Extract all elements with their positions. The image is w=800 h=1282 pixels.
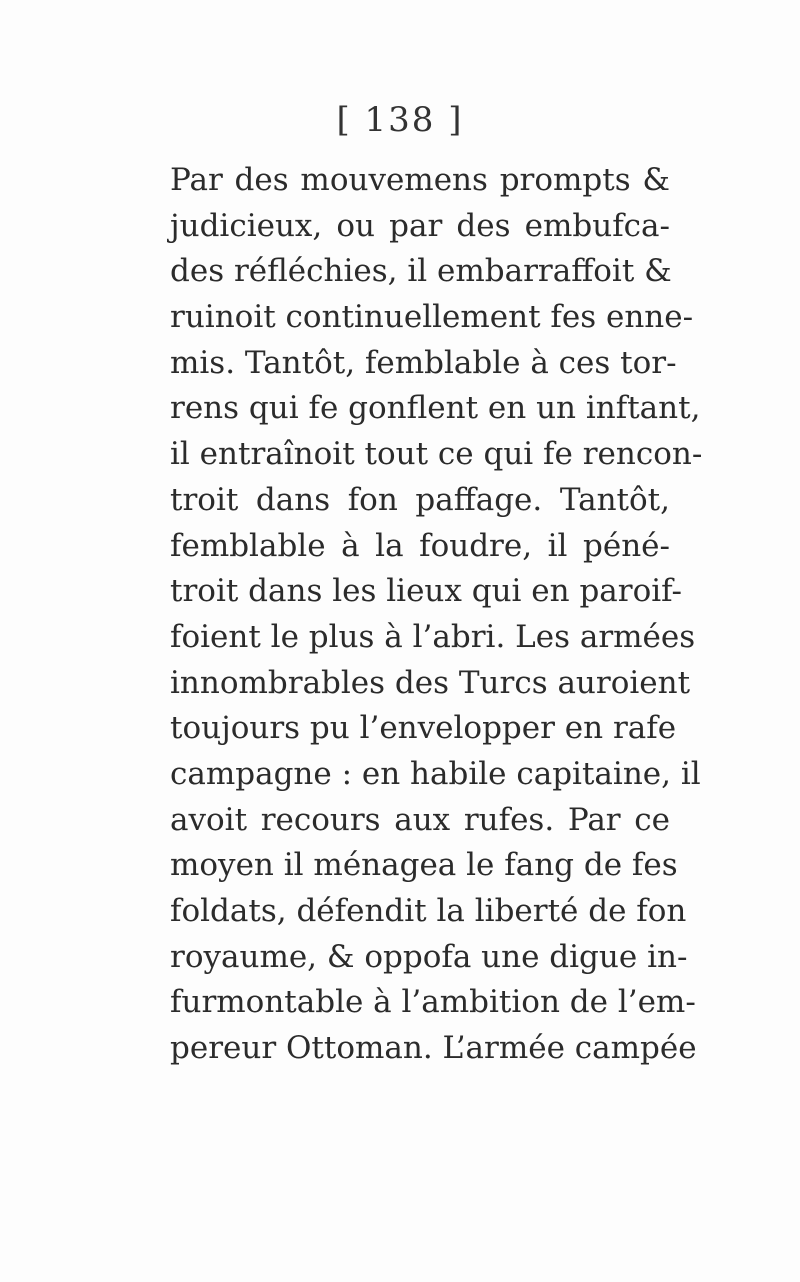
text-line: foient le plus à l’abri. Les armées [170, 618, 696, 655]
text-line: foldats, défendit la liberté de fon [170, 893, 687, 929]
text-line: des réfléchies, il embarraffoit & [170, 253, 672, 290]
text-line: troit dans les lieux qui en paroif- [170, 573, 683, 610]
text-line: innombrables des Turcs auroient [170, 664, 691, 701]
text-line: furmontable à l’ambition de l’em- [170, 984, 696, 1021]
text-line: femblable à la foudre, il péné- [170, 527, 670, 564]
text-line: toujours pu l’envelopper en rafe [170, 710, 677, 747]
text-line: ruinoit continuellement fes enne- [170, 299, 694, 336]
text-line: rens qui fe gonflent en un inftant, [170, 390, 701, 427]
text-line: pereur Ottoman. L’armée campée [170, 1030, 697, 1067]
text-line: royaume, & oppofa une digue in- [170, 938, 688, 975]
text-line: campagne : en habile capitaine, il [170, 755, 701, 792]
text-line: il entraînoit tout ce qui fe rencon- [170, 436, 703, 473]
text-line: Par des mouvemens prompts & [170, 162, 670, 198]
text-line: moyen il ménagea le fang de fes [170, 847, 678, 884]
text-line: judicieux, ou par des embufca- [170, 207, 670, 244]
body-text [170, 158, 703, 1072]
text-line: mis. Tantôt, femblable à ces tor- [170, 344, 677, 381]
text-line: troit dans fon paffage. Tantôt, [170, 481, 670, 518]
page-number: [ 138 ] [336, 100, 464, 140]
text-line: avoit recours aux rufes. Par ce [170, 801, 670, 838]
